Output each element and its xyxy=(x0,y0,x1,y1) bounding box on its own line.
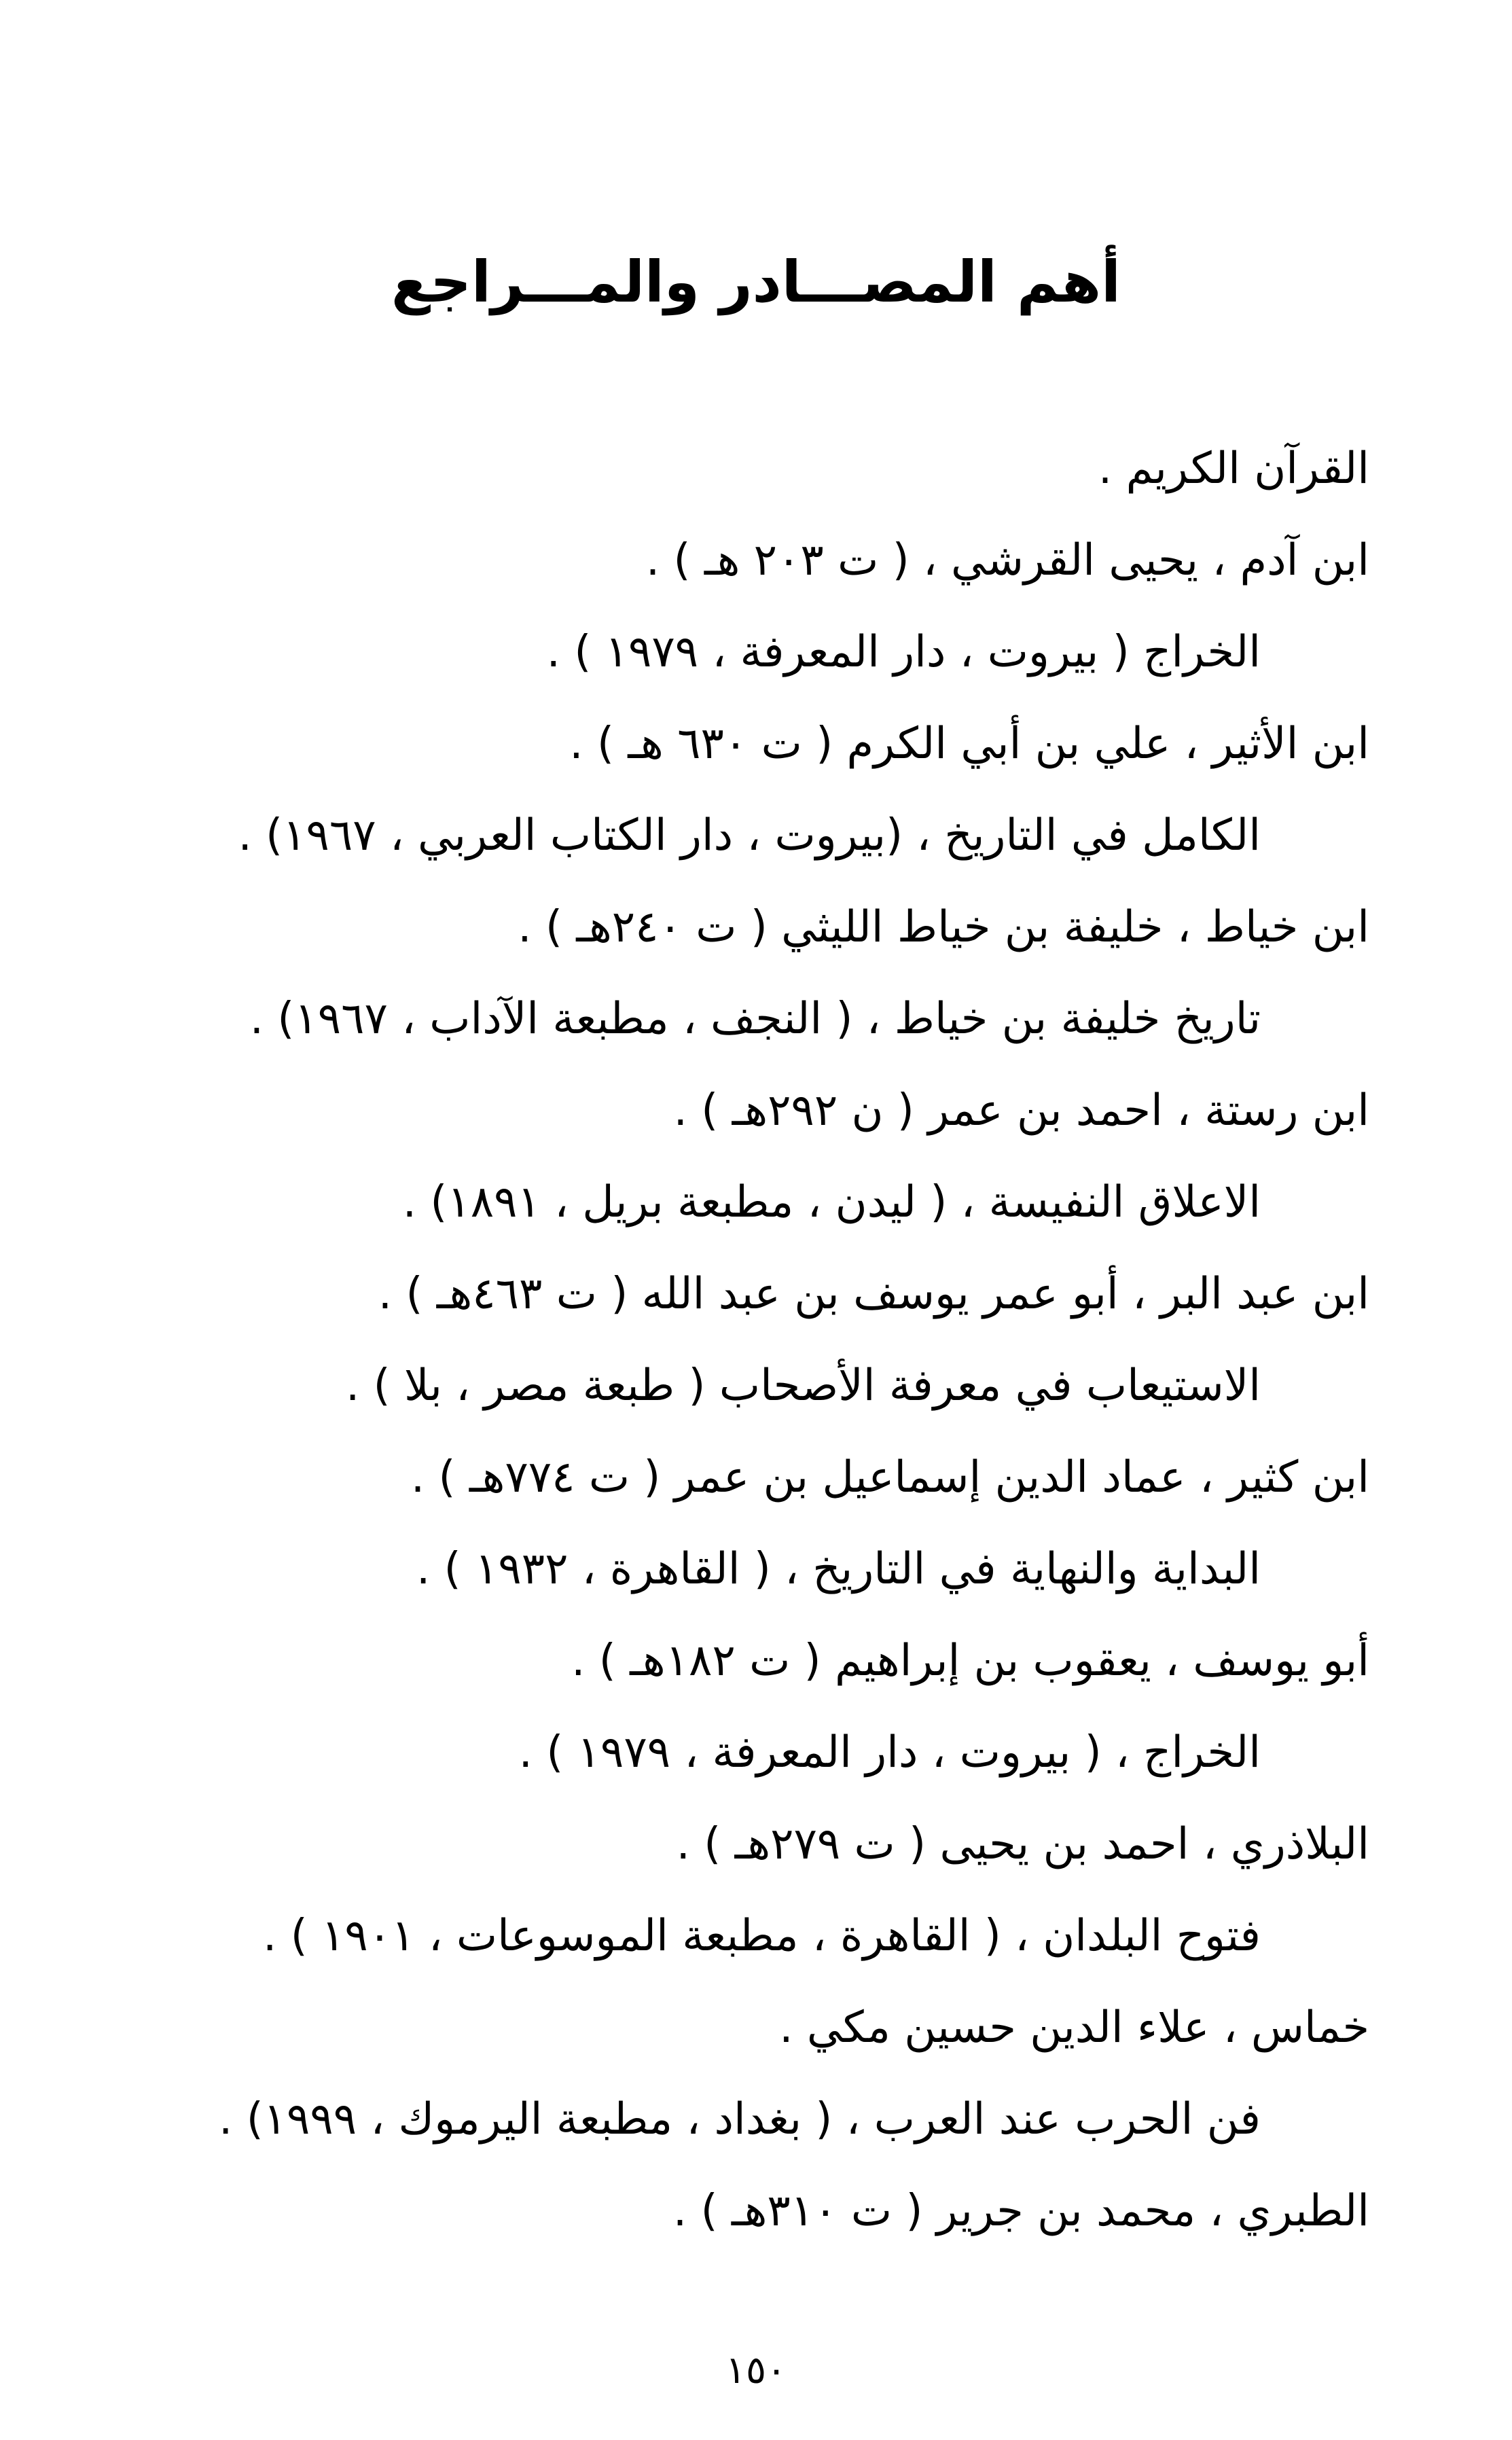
entry-book: فتوح البلدان ، ( القاهرة ، مطبعة الموسوعات ، ١٩٠١ ) . xyxy=(263,1911,1261,1961)
entry-book: فن الحرب عند العرب ، ( بغداد ، مطبعة اليرموك ، ١٩٩٩) . xyxy=(219,2094,1261,2145)
entry-author: ابن آدم ، يحيى القرشي ، ( ت ٢٠٣ هـ ) . xyxy=(645,535,1369,586)
entry-author: ابن كثير ، عماد الدين إسماعيل بن عمر ( ت ٧٧٤هـ ) . xyxy=(410,1452,1369,1503)
entry-author: الطبري ، محمد بن جرير ( ت ٣١٠هـ ) . xyxy=(672,2186,1369,2236)
entry-book: البداية والنهاية في التاريخ ، ( القاهرة ، ١٩٣٢ ) . xyxy=(416,1544,1261,1594)
entry-author: ابن الأثير ، علي بن أبي الكرم ( ت ٦٣٠ هـ ) . xyxy=(569,719,1369,769)
entry-author: البلاذري ، احمد بن يحيى ( ت ٢٧٩هـ ) . xyxy=(676,1819,1369,1869)
entry-author: القرآن الكريم . xyxy=(1098,444,1369,494)
entry-author: ابن خياط ، خليفة بن خياط الليثي ( ت ٢٤٠هـ ) . xyxy=(518,902,1369,952)
entry-book: الاعلاق النفيسة ، ( ليدن ، مطبعة بريل ، ١٨٩١) . xyxy=(402,1177,1261,1227)
entry-author: خماس ، علاء الدين حسين مكي . xyxy=(779,2003,1369,2053)
entry-book: تاريخ خليفة بن خياط ، ( النجف ، مطبعة الآداب ، ١٩٦٧) . xyxy=(249,994,1261,1044)
entry-book: الخراج ( بيروت ، دار المعرفة ، ١٩٧٩ ) . xyxy=(546,627,1261,677)
entry-book: الخراج ، ( بيروت ، دار المعرفة ، ١٩٧٩ ) . xyxy=(518,1727,1261,1778)
page-title: أهم المصـــادر والمـــراجع xyxy=(391,249,1121,315)
entry-book: الكامل في التاريخ ، (بيروت ، دار الكتاب العربي ، ١٩٦٧) . xyxy=(238,810,1261,861)
entry-author: أبو يوسف ، يعقوب بن إبراهيم ( ت ١٨٢هـ ) . xyxy=(571,1636,1369,1686)
entry-book: الاستيعاب في معرفة الأصحاب ( طبعة مصر ، بلا ) . xyxy=(345,1361,1261,1411)
entry-author: ابن عبد البر ، أبو عمر يوسف بن عبد الله ( ت ٤٦٣هـ ) . xyxy=(378,1269,1369,1319)
page-number: ١٥٠ xyxy=(725,2348,787,2392)
entry-author: ابن رستة ، احمد بن عمر ( ن ٢٩٢هـ ) . xyxy=(673,1086,1369,1136)
